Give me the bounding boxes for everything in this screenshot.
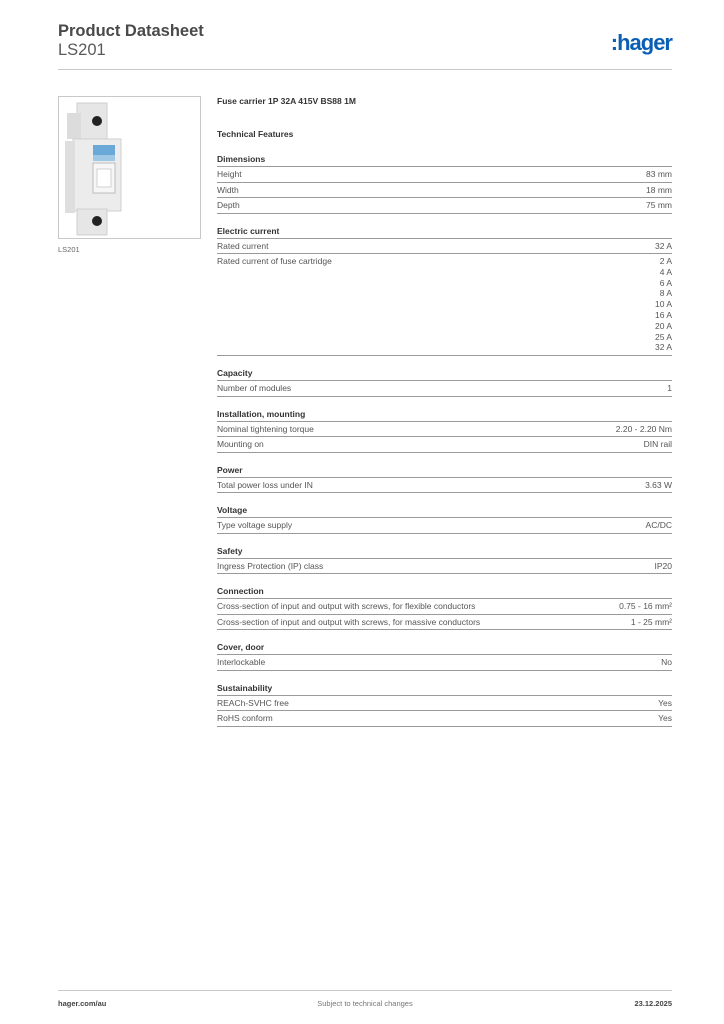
- section-title: Electric current: [217, 226, 672, 239]
- feature-value-item: 20 A: [654, 320, 672, 331]
- feature-label: Width: [217, 184, 239, 195]
- feature-value-item: 10 A: [654, 299, 672, 310]
- feature-value-item: 25 A: [654, 331, 672, 342]
- feature-section: [217, 642, 672, 671]
- feature-row: [217, 437, 672, 453]
- feature-row: [217, 381, 672, 397]
- footer-disclaimer: Subject to technical changes: [317, 999, 413, 1008]
- feature-label: Cross-section of input and output with screws, for flexible conductors: [217, 601, 476, 612]
- footer-website: hager.com/au: [58, 999, 107, 1008]
- page-footer: [58, 990, 672, 1008]
- feature-value-item: 4 A: [659, 266, 672, 277]
- section-title: Dimensions: [217, 154, 672, 167]
- feature-label: RoHS conform: [217, 713, 273, 724]
- feature-label: Total power loss under IN: [217, 479, 313, 490]
- feature-value-item: 2 A: [659, 256, 672, 266]
- section-title: Safety: [217, 546, 672, 559]
- feature-row: [217, 422, 672, 438]
- feature-row: [217, 239, 672, 255]
- feature-value: Yes: [658, 713, 672, 724]
- feature-value: 2.20 - 2.20 Nm: [615, 423, 672, 434]
- feature-section: [217, 546, 672, 575]
- feature-row: [217, 599, 672, 615]
- footer-date: 23.12.2025: [634, 999, 672, 1008]
- feature-label: Depth: [217, 200, 240, 210]
- feature-value: IP20: [654, 560, 672, 571]
- feature-row: [217, 615, 672, 631]
- section-title: Sustainability: [217, 683, 672, 696]
- logo-colon: :: [610, 30, 618, 55]
- feature-section: [217, 368, 672, 397]
- feature-section: [217, 226, 672, 357]
- section-title: Capacity: [217, 368, 672, 381]
- feature-value: 18 mm: [646, 184, 672, 195]
- page-header: [58, 22, 672, 70]
- feature-label: Rated current of fuse cartridge: [217, 256, 332, 266]
- feature-section: [217, 409, 672, 453]
- logo-text: hager: [617, 30, 672, 55]
- feature-value-item: 6 A: [659, 277, 672, 288]
- feature-value-item: 16 A: [654, 309, 672, 320]
- feature-label: Number of modules: [217, 383, 292, 394]
- feature-value: [655, 256, 672, 353]
- feature-row: [217, 518, 672, 534]
- feature-label: Cross-section of input and output with screws, for massive conductors: [217, 616, 481, 627]
- feature-value: 32 A: [654, 240, 672, 251]
- technical-features-title: Technical Features: [217, 129, 294, 139]
- feature-label: Rated current: [217, 240, 269, 251]
- hager-logo: [611, 30, 672, 56]
- feature-section: [217, 683, 672, 727]
- feature-row: [217, 183, 672, 199]
- feature-row: [217, 254, 672, 356]
- feature-value: 3.63 W: [645, 479, 672, 490]
- product-title: Fuse carrier 1P 32A 415V BS88 1M: [217, 96, 356, 106]
- feature-row: [217, 167, 672, 183]
- feature-row: [217, 198, 672, 214]
- section-title: Cover, door: [217, 642, 672, 655]
- feature-row: [217, 696, 672, 712]
- feature-label: Nominal tightening torque: [217, 423, 314, 434]
- feature-label: REACh-SVHC free: [217, 697, 289, 708]
- feature-label: Type voltage supply: [217, 520, 293, 531]
- technical-content: [217, 96, 672, 739]
- section-title: Connection: [217, 586, 672, 599]
- section-title: Installation, mounting: [217, 409, 672, 422]
- feature-value: 0.75 - 16 mm²: [619, 601, 672, 612]
- feature-row: [217, 711, 672, 727]
- feature-label: Interlockable: [217, 657, 266, 668]
- feature-label: Ingress Protection (IP) class: [217, 560, 324, 571]
- feature-value: 83 mm: [646, 169, 672, 179]
- fuse-carrier-illustration: [59, 97, 200, 238]
- feature-section: [217, 505, 672, 534]
- feature-value: 1 - 25 mm²: [630, 616, 672, 627]
- feature-value: 75 mm: [646, 200, 672, 210]
- feature-row: [217, 559, 672, 575]
- document-subtitle: LS201: [58, 41, 106, 59]
- feature-label: Mounting on: [217, 439, 264, 450]
- document-title: Product Datasheet: [58, 22, 204, 40]
- feature-section: [217, 586, 672, 630]
- feature-value: No: [661, 657, 672, 668]
- feature-value: AC/DC: [645, 520, 672, 531]
- feature-value: 1: [667, 383, 672, 394]
- feature-sections: [217, 154, 672, 727]
- feature-value: Yes: [658, 697, 672, 708]
- feature-row: [217, 655, 672, 671]
- feature-value-item: 8 A: [659, 288, 672, 299]
- image-caption: LS201: [58, 245, 80, 254]
- feature-section: [217, 154, 672, 214]
- section-title: Power: [217, 465, 672, 478]
- feature-row: [217, 478, 672, 494]
- feature-value: DIN rail: [643, 439, 672, 450]
- section-title: Voltage: [217, 505, 672, 518]
- product-image: [58, 96, 201, 239]
- feature-value-item: 32 A: [654, 342, 672, 353]
- feature-section: [217, 465, 672, 494]
- feature-label: Height: [217, 169, 242, 179]
